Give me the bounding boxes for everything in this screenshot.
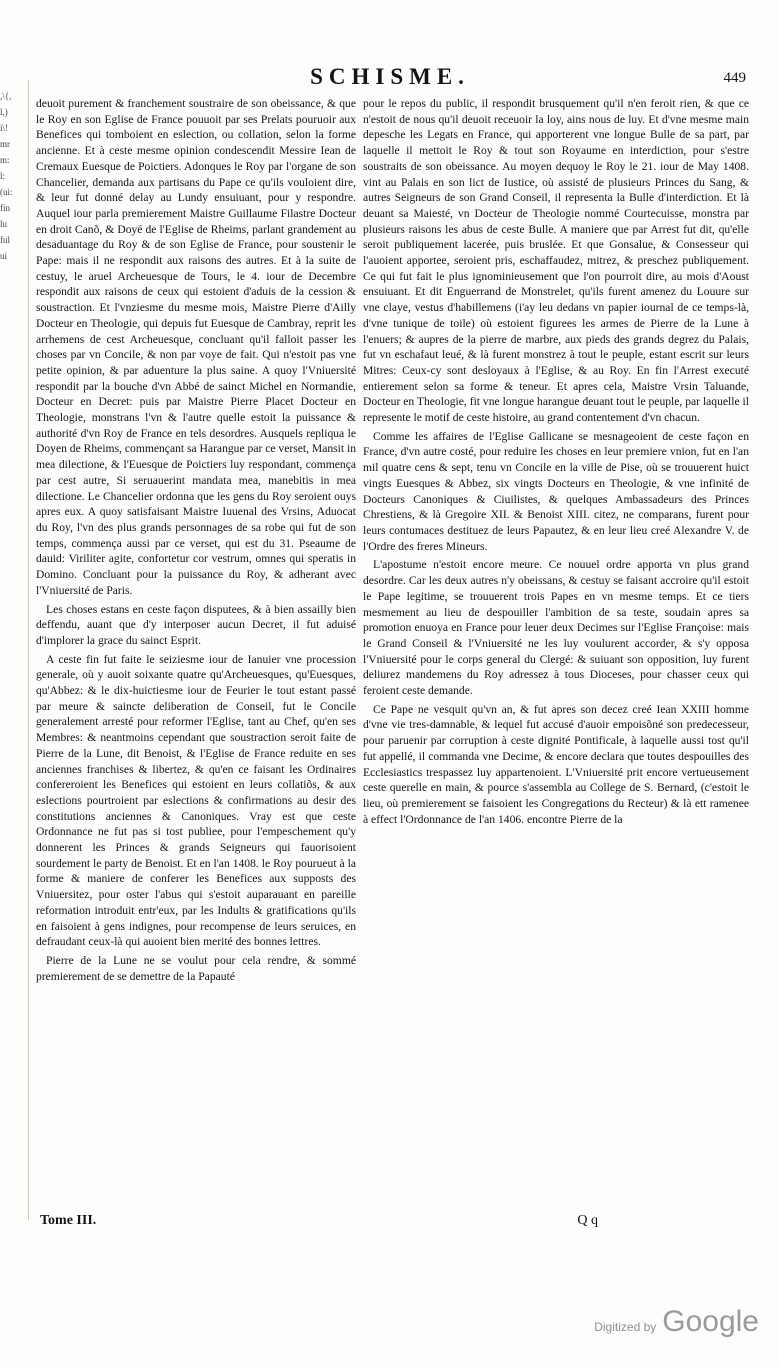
margin-mark: l:: [0, 171, 6, 181]
running-title: SCHISME.: [310, 64, 470, 89]
digitization-watermark: [594, 1305, 759, 1339]
paragraph: deuoit purement & franchement soustraire de son obeissance, & que le Roy en son Eglise de France pouuoit par ses Prelats pouruoir aux Benefices qui tomboient en eslection, ou collation, selon la forme ancienne. Et à ceste mesme opinion condescendit Messire Iean de Cremaux Euesque de Poictiers. Adonques le Roy par l'organe de son Chancelier, demanda aux partisans du Pape ce qu'ils vouloient dire, & leur fut donné delay au Lundy ensuiuant, pour y respondre. Auquel iour parla premierement Maistre Guillaume Filastre Docteur en droit Canõ, & Doyé de l'Eglise de Rheims, parlant grandement au desaduantage du Roy & de son Eglise de France, pour soustenir le Pape: mais il ne respondit aux raisons des autres. Et à la suite de cestuy, le aruel Archeuesque de Tours, le 4. iour de Decembre respondit aux raisons de ceux qui estoient d'aduis de la cession & soustraction. Et l'vnziesme du mesme mois, Maistre Pierre d'Ailly Docteur en Theologie, qui depuis fut Euesque de Cambray, reprit les arrhemens de cest Archeuesque, concluant qu'il falloit passer les choses par vn Concile, & non par voye de fait. Qui n'estoit pas vne petite opinion, & par aduenture la plus saine. A quoy l'Vniuersité respondit par la bouche d'vn Abbé de sainct Michel en Normandie, Docteur en Decret: puis par Maistre Pierre Placet Docteur en Theologie, monstrans l'vn & l'autre quelle estoit la puissance & authorité d'vn Roy de France en tels desordres. Ausquels repliqua le Doyen de Rheims, commençant sa Harangue par ce verset, Mansit in mea dilectione, & l'Euesque de Poictiers luy respondant, commença par cest autre, Si seruauerint mandata mea, manebitis in mea dilectione. Le Chancelier ordonna que les gens du Roy seroient ouys apres eux. A quoy satisfaisant Maistre Iuuenal des Vrsins, Aduocat du Roy, l'vn des plus grands personnages de sa robe qui fut de son temps, commença aussi par ce verset, qui est du 31. Pseaume de dauid: Viriliter agite, confortetur cor vestrum, omnes qui speratis in Domino. Concluant pour la puissance du Roy, & adherant avec l'Vniuersité de Paris.: [36, 97, 356, 597]
page-header: [34, 64, 746, 96]
left-text-column: [36, 96, 356, 1207]
signature-mark: Q q: [577, 1213, 598, 1228]
paragraph: pour le repos du public, il respondit brusquement qu'il n'en feroit rien, & que ce n'estoit de nous qu'il deuoit receuoir la loy, ains nous de luy. Et d'vne mesme main depesche les Legats en France, qui apporterent vne longue Bulle de sa part, par laquelle il mettoit le Roy & tout son Royaume en interdiction, pour s'estre soustraits de son obeissance. Au moyen dequoy le Roy le 21. iour de May 1408. vint au Palais en son lict de Iustice, où assisté de plusieurs Princes du Sang, & autres Seigneurs de son Grand Conseil, il representa la Bulle d'interdiction. Et là deuant sa Maiesté, vn Docteur de Theologie nommé Courtecuisse, monstra par plusieurs raisons les abus de ceste Bulle. A maniere que par Arrest fut dit, qu'elle seroit publiquement lacerée, puis bruslée. Et que Gonsalue, & Consesseur qui l'auoient apportee, seroient pris, eschaffaudez, mitrez, & preschez publiquement. Ce qui fut fait le plus ignominieusement que l'on pourroit dire, au mois d'Aoust ensuiuant. Et dit Enguerrand de Monstrelet, qu'ils furent amenez du Louure sur vne claye, vestus d'habillemens (i'ay leu dedans vn papier iournal de ce temps-là, d'vne tunique de toile) où estoient figurees les armes de Pierre de la Lune à l'enuers; & aupres de la pierre de marbre, aux pieds des grands degrez du Palais, fut vn eschafaut leué, & là furent monstrez à tout le peuple, estant escrit sur leurs Mitres: Ceux-cy sont desloyaux à l'Eglise, & au Roy. En fin l'Arrest executé entierement selon sa forme & teneur. Et apres cela, Maistre Vrsin Taluande, Docteur en Theologie, fit vne longue harangue deuant tout le peuple, par laquelle il represente le motif de ceste histoire, au grand contentement d'vn chacun.: [363, 97, 749, 425]
watermark-prefix: Digitized by: [594, 1320, 657, 1334]
margin-mark: m:: [0, 155, 10, 165]
google-logo: Google: [662, 1305, 759, 1338]
paragraph: Les choses estans en ceste façon disputees, & à bien assailly bien deffendu, auant que d'y interposer aucun Decret, il fut aduisé d'implorer la grace du sainct Esprit.: [36, 602, 356, 647]
margin-mark: i\!: [0, 123, 8, 133]
page-footer: [36, 1213, 748, 1241]
margin-mark: ful: [0, 235, 10, 245]
margin-mark: l,): [0, 107, 8, 117]
margin-mark: lu: [0, 219, 8, 229]
paragraph: L'apostume n'estoit encore meure. Ce nouuel ordre apporta vn plus grand desordre. Car les deux autres n'y obeissans, & cestuy se faisant accroire qu'il estoit le Pape legitime, se trouuerent trois Papes en vn mesme temps. Et ce tiers mesmement au lieu de despouiller l'ambition de sa teste, soudain apres sa promotion enuoya en France pour leuer deux Decimes sur l'Eglise Françoise: mais le Grand Conseil & l'Vniuersité ne les luy voulurent accorder, & s'y opposa l'Vniuersité pour le corps general du Clergé: & suiuant son opposition, luy furent deliurez mandemens du Roy adressez à tous Dioceses, pour chasser ceux qui feroient ceste demande.: [363, 558, 749, 698]
paragraph: Pierre de la Lune ne se voulut pour cela rendre, & sommé premierement de se demettre de la Papauté: [36, 953, 356, 983]
paragraph: Comme les affaires de l'Eglise Gallicane se mesnageoient de ceste façon en France, d'vn autre costé, pour reduire les choses en leur premiere vnion, fut en l'an mil quatre cens & sept, tenu vn Concile en la ville de Pise, où se trouuerent huict vingts Euesques & Abbez, six vingts Docteurs en Theologie, & vne infinité de Docteurs Canoniques & Ciuilistes, & quelques Ambassadeurs des Princes Chrestiens, & là Gregoire XII. & Benoist XIII. citez, ne comparans, furent pour leurs contumaces destituez de leurs Papautez, & en leur lieu creé Alexandre V. de l'Ordre des freres Mineurs.: [363, 429, 749, 553]
margin-bleed-marks: [0, 88, 30, 388]
margin-mark: fin: [0, 203, 10, 213]
margin-mark: (ui:: [0, 187, 13, 197]
paragraph: Ce Pape ne vesquit qu'vn an, & fut apres son decez creé Iean XXIII homme d'vne vie tres-damnable, & lequel fut accusé d'auoir empoisõné son predecesseur, pour paruenir par corruption à ceste dignité Pontificale, à laquelle aussi tost qu'il fut appellé, il commanda vne Decime, & encore declara que toutes despouilles des Ecclesiastics trespassez luy appartenoient. L'Vniuersité prit encore vertueusement ceste querelle en main, & pource s'assembla au College de S. Bernard, (c'estoit le lieu, où premierement se faisoient les Congregations du Recteur) & là ett ramenee à effect l'Ordonnance de l'an 1406. encontre Pierre de la: [363, 702, 749, 826]
paragraph: A ceste fin fut faite le seiziesme iour de Ianuier vne procession generale, où y auoit soixante quatre qu'Archeuesques, qu'Euesques, qu'Abbez: & le dix-huictiesme iour de Feurier le tout estant passé par meure & saincte deliberation de Conseil, fut le Concile generalement arresté pour reformer l'Eglise, tant au Chef, qu'en ses Membres: & neantmoins cependant que soustraction seroit faite de Pierre de la Lune, dit Benoist, & l'Eglise de France reduite en ses anciennes franchises & libertez, & qu'en ce faisant les Ordinaires confereroient les Benefices qui estoient en leurs collatiõs, & aux eslections pourtroient par eslections & confirmations au desir des constitutions anciennes & Canoniques. Vray est que ceste Ordonnance ne fut pas si tost publiee, pour l'empeschement qu'y donnerent les Princes & grands Seigneurs qui fauorisoient sourdement le party de Benoist. Et en l'an 1408. le Roy pourueut à la forme & maniere de conferer les Benefices aux supposts des Vniuersitez, pour oster l'abus qui s'estoit auparauant en pareille reformation introduit entr'eux, par les Indults & gratifications qu'ils en faisoient à gens indignes, pour recompense de leurs seruices, en defraudant ceux-là qui auoient bien merité des bonnes lettres.: [36, 652, 356, 949]
page-number: 449: [723, 70, 746, 86]
margin-mark: mr: [0, 139, 10, 149]
margin-mark: ui: [0, 251, 8, 261]
volume-label: Tome III.: [40, 1213, 97, 1228]
margin-mark: ,\{,: [0, 91, 12, 101]
right-text-column: [363, 96, 749, 1207]
